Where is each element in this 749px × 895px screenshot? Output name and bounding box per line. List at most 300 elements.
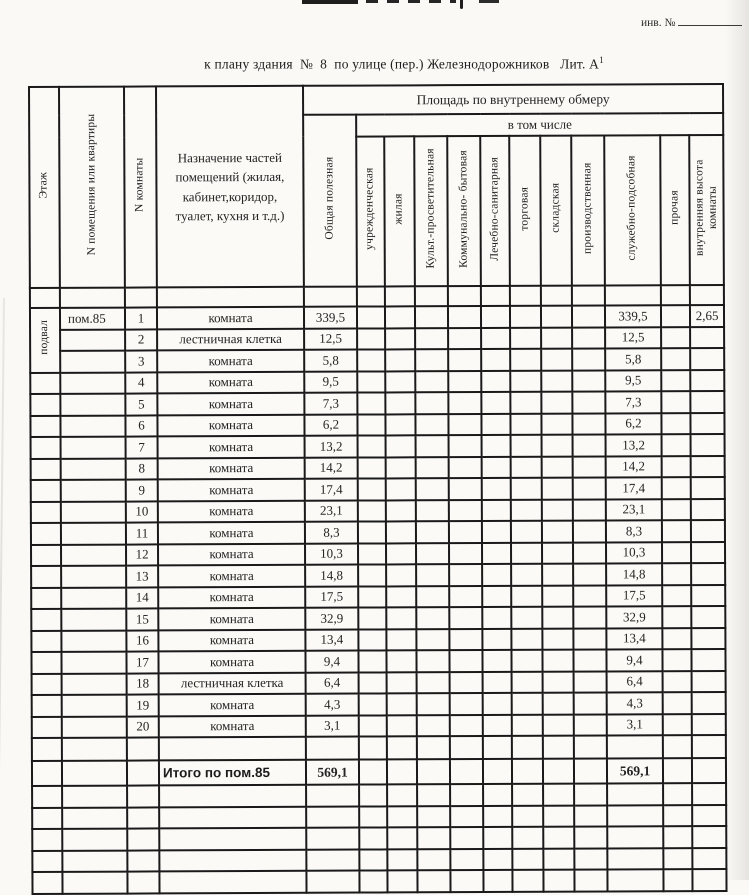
table-row [31,584,725,609]
cropped-text-fragment [479,0,499,3]
service-area-cell: 6,4 [607,671,663,693]
other-area-cell [662,606,691,628]
empty-cell [357,286,385,306]
empty-cell [510,306,541,328]
empty-cell [574,735,607,758]
empty-cell [481,370,510,392]
other-area-cell [663,692,692,714]
totals-row [32,758,726,786]
empty-cell [359,784,387,806]
empty-cell [450,736,483,759]
empty-cell [359,736,387,759]
empty-cell [574,869,607,891]
empty-cell [359,672,387,694]
col-header-room-label: N комнаты [133,157,146,212]
empty-cell [481,286,510,306]
col-header-area-group [303,84,723,115]
empty-cell [417,715,450,737]
service-area-cell: 32,9 [606,606,662,628]
empty-cell [543,671,574,693]
empty-cell [605,285,661,305]
col-subheader-label-10: внутренняя высота комнаты [693,159,719,256]
empty-cell [541,413,572,435]
empty-cell [572,348,605,370]
total-area-cell: 13,4 [305,629,358,651]
empty-cell [359,849,387,871]
empty-cell [661,285,690,305]
total-area-cell: 23,1 [305,500,358,522]
empty-cell [450,693,483,715]
empty-cell [607,805,663,827]
unit-cell [61,501,126,523]
empty-cell [541,327,572,349]
unit-cell [61,587,126,609]
floor-cell [31,523,61,545]
service-area-cell: 13,4 [606,628,662,650]
empty-cell [306,785,359,807]
empty-cell [574,692,607,714]
empty-cell [32,829,62,851]
totals-area-cell: 569,1 [306,760,359,785]
empty-cell [572,305,605,327]
empty-cell [481,349,510,371]
room-number-cell: 3 [125,350,157,372]
empty-cell [543,736,574,759]
empty-cell [450,849,483,871]
empty-cell [572,285,605,305]
empty-cell [159,849,306,871]
room-number-cell: 6 [125,415,157,437]
floor-cell [30,415,60,437]
empty-cell [512,671,543,693]
empty-cell [512,714,543,736]
empty-cell [385,306,415,328]
empty-cell [358,521,386,543]
empty-cell [415,414,448,436]
col-subheader-9 [660,135,690,285]
empty-cell [32,850,62,872]
empty-cell [415,286,448,306]
table-row [30,326,724,351]
total-area-cell: 339,5 [304,307,357,329]
empty-cell [358,500,386,522]
empty-cell [542,628,573,650]
empty-cell [416,586,449,608]
empty-cell [416,543,449,565]
empty-cell [358,629,386,651]
empty-cell [573,628,606,650]
empty-cell [511,564,542,586]
empty-cell [450,827,483,849]
empty-cell [417,870,450,892]
empty-cell [543,759,574,784]
room-height-cell [691,649,725,671]
empty-cell [386,564,416,586]
floor-cell [31,566,61,588]
service-area-cell: 13,2 [606,434,662,456]
empty-cell [385,349,415,371]
empty-cell [572,413,605,435]
empty-cell [32,786,62,808]
floor-value: подвал [38,320,51,356]
empty-cell [482,478,511,500]
empty-cell [607,735,663,758]
empty-cell [415,371,448,393]
table-header [29,84,724,288]
service-area-cell: 14,2 [606,456,662,478]
room-purpose-cell: комната [158,608,305,630]
empty-cell [481,392,510,414]
col-subheader-5 [509,136,541,286]
empty-cell [417,849,450,871]
empty-cell [417,759,450,784]
empty-cell [449,435,482,457]
table-row [30,348,724,373]
col-subheader-label-1: жилая [392,193,405,225]
empty-cell [417,672,450,694]
empty-cell [541,349,572,371]
empty-cell [387,827,417,849]
table-row [30,305,724,330]
empty-cell [692,804,726,826]
empty-cell [416,435,449,457]
room-purpose-cell: комната [158,457,305,479]
room-purpose-cell: комната [157,350,304,372]
empty-cell [387,736,417,759]
service-area-cell: 8,3 [606,520,662,542]
unit-cell [61,566,126,588]
table-row [31,563,725,588]
totals-label-cell: Итого по пом.85 [159,760,306,786]
other-area-cell [662,477,691,499]
empty-cell [542,585,573,607]
empty-cell [387,784,417,806]
empty-cell [512,827,543,849]
empty-cell [450,715,483,737]
unit-cell [60,415,125,437]
empty-cell [542,456,573,478]
empty-cell [511,542,542,564]
empty-cell [127,807,159,829]
empty-cell [386,435,416,457]
col-subheader-label-6: складская [549,183,562,234]
empty-cell [32,761,62,786]
empty-cell [60,288,125,308]
empty-cell [511,607,542,629]
unit-cell [60,351,125,373]
empty-cell [543,784,574,806]
empty-cell [386,650,416,672]
table-row [31,520,725,545]
room-purpose-cell: комната [158,565,305,587]
empty-cell [387,806,417,828]
empty-cell [159,785,306,807]
empty-cell [573,585,606,607]
room-number-cell: 7 [126,436,158,458]
service-area-cell: 5,8 [605,348,661,370]
room-purpose-cell: комната [158,500,305,522]
table-row [31,455,725,480]
room-number-cell: 1 [125,307,157,329]
empty-cell [306,871,359,893]
empty-cell [574,805,607,827]
empty-cell [573,606,606,628]
empty-cell [358,586,386,608]
room-height-cell [692,713,726,735]
other-area-cell [661,391,690,413]
room-purpose-cell: комната [158,651,305,673]
floor-cell [31,437,61,459]
total-area-cell: 6,4 [306,672,359,694]
empty-cell [159,737,306,761]
empty-cell [416,500,449,522]
other-area-cell [662,542,691,564]
empty-cell [574,848,607,870]
empty-cell [572,391,605,413]
cropped-text-fragment [460,0,463,9]
empty-cell [385,392,415,414]
col-header-including [356,113,723,137]
room-number-cell: 18 [127,673,159,695]
empty-cell [127,871,159,893]
empty-cell [157,287,304,308]
floor-value-cell [30,308,60,373]
room-height-cell [691,627,725,649]
room-purpose-cell: комната [157,371,304,393]
col-subheader-label-3: Коммунально- бытовая [457,149,470,268]
service-area-cell: 4,3 [607,692,663,714]
empty-cell [510,413,541,435]
page-title [197,39,604,73]
empty-cell [572,370,605,392]
empty-cell [357,349,385,371]
empty-cell [359,759,387,784]
table-row [31,477,725,502]
empty-cell [357,414,385,436]
empty-cell [690,285,724,305]
empty-cell [692,735,726,758]
room-purpose-cell: комната [157,393,304,415]
service-area-cell: 9,4 [606,649,662,671]
empty-cell [306,828,359,850]
table-row [32,670,726,695]
empty-cell [387,693,417,715]
table-row [32,713,726,738]
unit-cell [61,523,126,545]
empty-cell [574,714,607,736]
empty-cell [304,287,357,307]
empty-cell [62,872,127,894]
empty-cell [62,829,127,851]
col-subheader-8 [604,135,661,285]
table-row [30,369,724,394]
empty-cell [511,521,542,543]
room-purpose-cell: комната [157,307,304,329]
empty-cell [449,650,482,672]
empty-cell [574,783,607,805]
empty-cell [449,564,482,586]
empty-cell [385,371,415,393]
empty-cell [416,607,449,629]
room-height-cell [690,391,724,413]
service-area-cell: 23,1 [606,499,662,521]
service-area-cell: 12,5 [605,327,661,349]
empty-cell [512,759,543,784]
empty-cell [663,826,692,848]
empty-cell [416,457,449,479]
empty-cell [159,806,306,828]
empty-cell [449,586,482,608]
col-header-total-useful-label: Общая полезная [323,156,336,240]
col-header-unit-label: N помещения или квартиры [85,113,98,256]
empty-cell [357,371,385,393]
room-purpose-cell: лестничная клетка [159,672,306,694]
empty-cell [543,693,574,715]
empty-cell [416,629,449,651]
room-number-cell: 17 [126,651,158,673]
empty-cell [449,500,482,522]
empty-cell [386,543,416,565]
service-area-cell: 9,5 [605,370,661,392]
col-subheader-6 [540,136,572,286]
room-height-cell [692,692,726,714]
empty-cell [386,478,416,500]
empty-cell [385,328,415,350]
room-purpose-cell: комната [158,479,305,501]
empty-cell [448,392,481,414]
total-area-cell: 8,3 [305,522,358,544]
empty-cell [607,783,663,805]
col-header-area-group-label: Площадь по внутреннему обмеру [416,90,610,107]
empty-cell [416,521,449,543]
empty-cell [573,499,606,521]
empty-cell [359,827,387,849]
empty-cell [573,542,606,564]
room-height-cell [691,563,725,585]
table-row [30,412,724,437]
empty-cell [512,736,543,759]
explication-table-wrap [28,83,728,895]
empty-cell [386,607,416,629]
service-area-cell: 17,5 [606,585,662,607]
empty-cell [482,628,511,650]
room-height-cell [690,326,724,348]
empty-cell [607,848,663,870]
empty-cell [510,349,541,371]
empty-cell [543,714,574,736]
scan-paper-edge [0,298,5,880]
empty-cell [359,870,387,892]
empty-cell [572,327,605,349]
empty-cell [127,850,159,872]
other-area-cell [662,499,691,521]
room-number-cell: 8 [126,458,158,480]
col-subheader-label-2: Культ.-просветительная [424,148,437,269]
empty-cell [386,500,416,522]
total-area-cell: 17,4 [305,479,358,501]
col-header-including-label: в том числе [507,116,572,132]
empty-cell [357,328,385,350]
total-area-cell: 9,4 [305,651,358,673]
empty-cell [127,828,159,850]
other-area-cell [661,348,690,370]
floor-cell [32,695,62,717]
empty-cell [159,828,306,850]
empty-cell [127,760,159,785]
empty-cell [483,870,512,892]
unit-cell [61,480,126,502]
unit-cell [62,673,127,695]
col-subheader-label-9: прочая [668,190,681,226]
empty-cell [359,806,387,828]
empty-cell [127,785,159,807]
col-subheader-4 [480,136,510,286]
floor-cell [32,716,62,738]
col-header-purpose [156,86,304,288]
empty-cell [482,650,511,672]
empty-cell [512,805,543,827]
empty-cell [541,370,572,392]
room-number-cell: 16 [126,630,158,652]
empty-cell [481,413,510,435]
service-area-cell: 7,3 [605,391,661,413]
empty-cell [450,784,483,806]
empty-cell [385,414,415,436]
room-purpose-cell: комната [158,629,305,651]
empty-cell [387,849,417,871]
col-subheader-label-7: производственная [581,162,594,254]
empty-cell [542,499,573,521]
empty-cell [511,650,542,672]
empty-cell [306,737,359,760]
empty-cell [62,807,127,829]
total-area-cell: 14,8 [305,565,358,587]
room-purpose-cell: комната [159,694,306,716]
table-row [31,606,725,631]
empty-cell [448,414,481,436]
empty-cell [573,520,606,542]
empty-cell [512,784,543,806]
inventory-number-line [641,15,742,29]
totals-service-area-cell: 569,1 [607,758,663,783]
empty-cell [358,650,386,672]
floor-cell [31,501,61,523]
empty-cell [663,805,692,827]
room-purpose-cell: комната [157,414,304,436]
empty-cell [448,371,481,393]
other-area-cell [662,585,691,607]
service-area-cell: 3,1 [607,714,663,736]
empty-cell [483,848,512,870]
empty-cell [159,871,306,893]
empty-cell [417,693,450,715]
other-area-cell [661,305,690,327]
empty-cell [542,607,573,629]
empty-cell [542,650,573,672]
empty-cell [510,370,541,392]
table-row [30,391,724,416]
empty-cell [542,542,573,564]
empty-cell [541,306,572,328]
col-subheader-0 [356,136,385,286]
empty-cell [511,499,542,521]
empty-cell [573,477,606,499]
room-height-cell: 2,65 [690,305,724,327]
service-area-cell: 17,4 [606,477,662,499]
empty-cell [511,478,542,500]
empty-cell [483,759,512,784]
empty-cell [543,805,574,827]
